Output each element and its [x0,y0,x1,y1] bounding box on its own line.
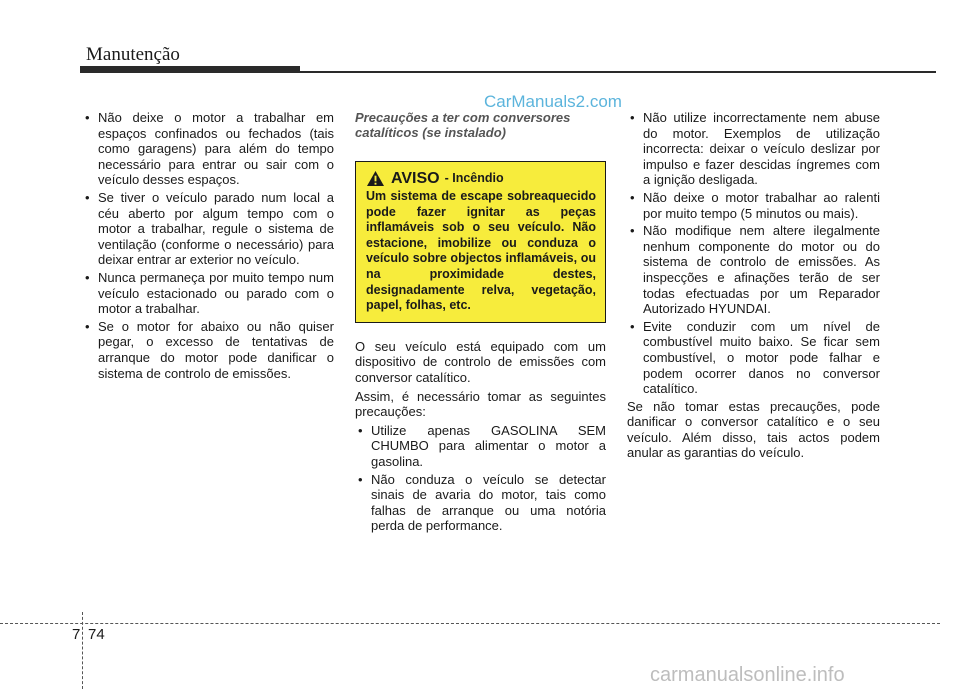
warning-header [366,170,596,187]
warning-triangle-icon [366,170,385,187]
list-item: • Não deixe o motor trabalhar ao ralenti por muito tempo (5 minutos ou mais). [627,190,880,221]
footer-divider [0,623,940,624]
paragraph: Assim, é necessário tomar as seguintes precauções: [355,388,606,420]
warning-subtitle: - Incêndio [444,170,504,185]
paragraph: O seu veículo está equipado com um dispositivo de controlo de emissões com conversor catalítico. [355,338,606,385]
chapter-number: 7 [72,626,81,643]
bullet-list [355,423,606,534]
list-item: • Se o motor for abaixo ou não quiser pegar, o excesso de tentativas de arranque do motor pode danificar o sistema de controlo de emissões. [82,319,334,381]
list-item: • Não deixe o motor a trabalhar em espaços confinados ou fechados (tais como garagens) para além do tempo necessário para entrar ou sair com o veículo desses espaços. [82,110,334,188]
section-title: Precauções a ter com conversores catalíticos (se instalado) [355,110,571,140]
warning-title: AVISO [391,169,440,187]
list-item: • Não conduza o veículo se detectar sinais de avaria do motor, tais como falhas de arranque ou uma notória perda de performance. [355,472,606,534]
column-middle [355,110,606,536]
header-rule-thin [300,71,936,73]
bullet-list [627,110,880,397]
list-item: • Utilize apenas GASOLINA SEM CHUMBO para alimentar o motor a gasolina. [355,423,606,470]
list-item: • Não utilize incorrectamente nem abuse do motor. Exemplos de utilização incorrecta: deixar o veículo deslizar por impulso e fazer descidas íngremes com a ignição desligada. [627,110,880,188]
paragraph: Se não tomar estas precauções, pode danificar o conversor catalítico e o seu veículo. Além disso, tais actos podem anular as garantias do veículo. [627,398,880,461]
column-right [627,110,880,464]
list-item: • Nunca permaneça por muito tempo num veículo estacionado ou parado com o motor a trabalhar. [82,270,334,317]
watermark-bottom: carmanualsonline.info [650,664,845,686]
warning-text: Um sistema de escape sobreaquecido pode fazer ignitar as peças inflamáveis sob o seu veículo. Não estacione, imobilize ou conduza o veículo sobre objectos inflamáveis, ou na proximidade destes, designadamente relva, vegetação, papel, folhas, etc. [366,189,596,313]
list-item: • Evite conduzir com um nível de combustível muito baixo. Se ficar sem combustível, o motor pode falhar e podem ocorrer danos no conversor catalítico. [627,319,880,397]
bullet-list [82,110,334,381]
footer-vertical-divider [82,612,83,689]
header-rule-thick [80,66,300,73]
page-header-title: Manutenção [86,44,180,65]
watermark-top: CarManuals2.com [484,92,622,111]
warning-box [355,161,606,323]
list-item: • Não modifique nem altere ilegalmente nenhum componente do motor ou do sistema de controlo de emissões. As inspecções e afinações terão de ser todas efectuadas por um Reparador Autorizado HYUNDAI. [627,223,880,317]
page-number: 74 [88,626,105,643]
list-item: • Se tiver o veículo parado num local a céu aberto por algum tempo com o motor a trabalhar, regule o sistema de ventilação (conforme o necessário) para deixar entrar ar exterior no veículo. [82,190,334,268]
column-left [82,110,334,383]
